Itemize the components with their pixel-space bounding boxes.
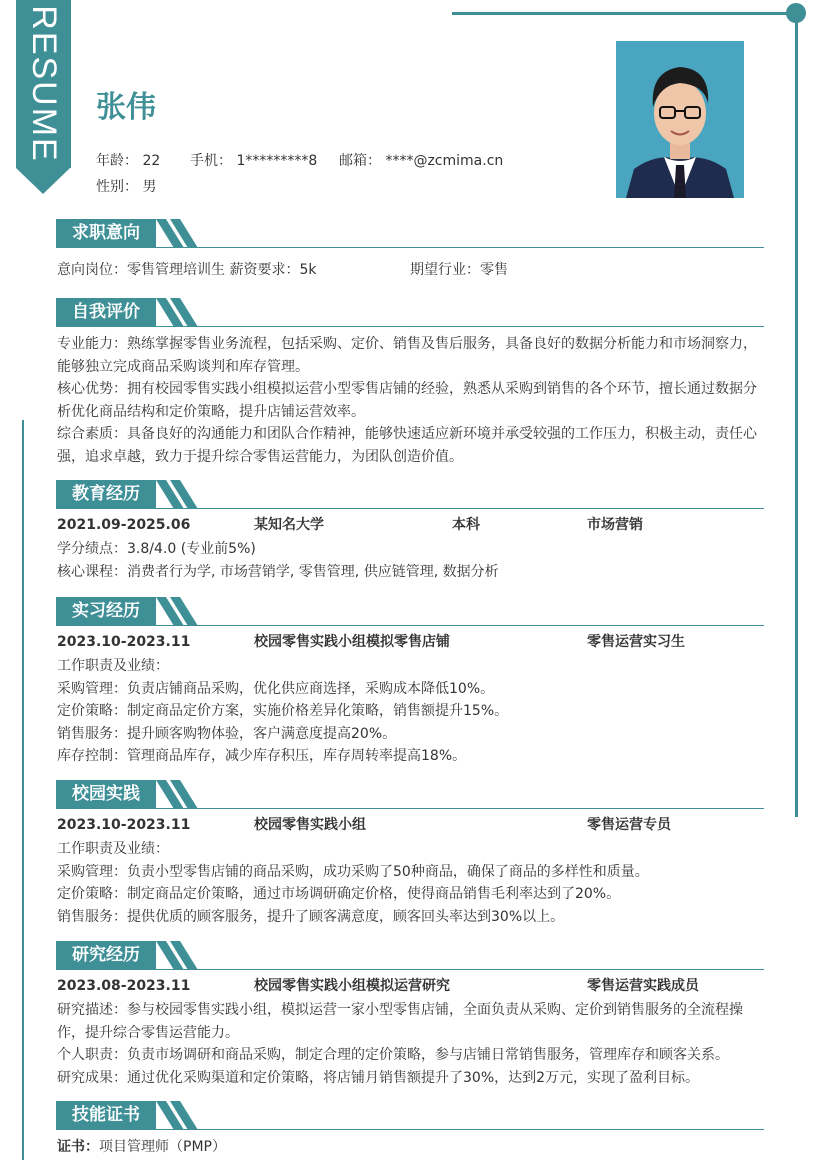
section-header-research bbox=[56, 941, 764, 971]
section-underline bbox=[56, 808, 764, 809]
internship-date: 2023.10-2023.11 bbox=[57, 634, 191, 650]
research-org: 校园零售实践小组模拟运营研究 bbox=[254, 978, 450, 994]
section-underline bbox=[56, 969, 764, 970]
text-line: 学分绩点：3.8/4.0 (专业前5%) bbox=[57, 541, 256, 557]
text-line: 研究成果：通过优化采购渠道和定价策略，将店铺月销售额提升了30%，达到2万元，实现了盈利目标。 bbox=[57, 1069, 700, 1086]
education-major: 市场营销 bbox=[587, 517, 643, 533]
internship-row bbox=[57, 631, 765, 653]
resume-banner-tip bbox=[16, 168, 70, 194]
phone-field bbox=[190, 151, 317, 171]
self-eval-text bbox=[57, 333, 765, 468]
intent-line-1: 意向岗位：零售管理培训生 薪资要求：5k bbox=[57, 262, 317, 278]
section-header-skills bbox=[56, 1101, 764, 1131]
section-underline bbox=[56, 247, 764, 248]
gender-value: 男 bbox=[142, 179, 157, 195]
research-row bbox=[57, 975, 765, 997]
section-header-education bbox=[56, 480, 764, 510]
text-line: 销售服务：提供优质的顾客服务，提升了顾客满意度，顾客回头率达到30%以上。 bbox=[57, 908, 565, 925]
text-line: 定价策略：制定商品定价方案，实施价格差异化策略，销售额提升15%。 bbox=[57, 703, 509, 719]
right-decor-line bbox=[795, 12, 798, 817]
section-underline bbox=[56, 625, 764, 626]
research-date: 2023.08-2023.11 bbox=[57, 978, 191, 994]
email-value: ****@zcmima.cn bbox=[385, 153, 504, 169]
text-line: 专业能力：熟练掌握零售业务流程，包括采购、定价、销售及售后服务，具备良好的数据分析能力和市场洞察力， bbox=[57, 336, 757, 352]
text-line: 采购管理：负责店铺商品采购，优化供应商选择，采购成本降低10%。 bbox=[57, 680, 495, 697]
text-line: 核心优势：拥有校园零售实践小组模拟运营小型零售店铺的经验，熟悉从采购到销售的各个环节，擅长通过数据分 bbox=[57, 381, 757, 397]
section-title: 求职意向 bbox=[72, 223, 140, 243]
phone-value: 1*********8 bbox=[236, 153, 318, 169]
stripe-decor-icon bbox=[156, 1101, 206, 1130]
education-school: 某知名大学 bbox=[254, 517, 324, 533]
stripe-decor-icon bbox=[156, 597, 206, 626]
text-line: 强，追求卓越，致力于提升综合零售运营能力，为团队创造价值。 bbox=[57, 448, 463, 465]
campus-details bbox=[57, 838, 765, 928]
text-line: 析优化商品结构和定价策略，提升店铺运营效率。 bbox=[57, 403, 365, 420]
phone-label: 手机： bbox=[190, 153, 232, 169]
campus-date: 2023.10-2023.11 bbox=[57, 817, 191, 833]
age-value: 22 bbox=[142, 153, 161, 169]
section-title: 研究经历 bbox=[72, 945, 140, 965]
stripe-decor-icon bbox=[156, 941, 206, 970]
text-line: 作，提升综合零售运营能力。 bbox=[57, 1024, 239, 1041]
intent-line-2: 期望行业：零售 bbox=[410, 262, 508, 278]
stripe-decor-icon bbox=[156, 780, 206, 809]
campus-role: 零售运营专员 bbox=[587, 817, 671, 833]
text-line: 核心课程：消费者行为学, 市场营销学, 零售管理, 供应链管理, 数据分析 bbox=[57, 563, 499, 580]
education-date: 2021.09-2025.06 bbox=[57, 517, 191, 533]
section-title: 自我评价 bbox=[72, 302, 140, 322]
resume-banner-text: RESUME bbox=[25, 5, 63, 163]
text-line: 个人职责：负责市场调研和商品采购，制定合理的定价策略，参与店铺日常销售服务，管理库存和顾客关系。 bbox=[57, 1047, 729, 1063]
skills-value: 项目管理师（PMP） bbox=[99, 1139, 226, 1155]
email-label: 邮箱： bbox=[339, 153, 381, 169]
internship-org: 校园零售实践小组模拟零售店铺 bbox=[254, 634, 450, 650]
section-title: 技能证书 bbox=[72, 1105, 140, 1125]
age-field bbox=[96, 151, 160, 171]
section-header-internship bbox=[56, 597, 764, 627]
text-line: 研究描述：参与校园零售实践小组，模拟运营一家小型零售店铺，全面负责从采购、定价到销售服务的全流程操 bbox=[57, 1002, 743, 1018]
email-field bbox=[339, 151, 503, 171]
text-line: 工作职责及业绩： bbox=[57, 658, 169, 674]
candidate-name: 张伟 bbox=[96, 90, 156, 125]
section-title: 实习经历 bbox=[72, 601, 140, 621]
section-underline bbox=[56, 1129, 764, 1130]
research-role: 零售运营实践成员 bbox=[587, 978, 699, 994]
section-underline bbox=[56, 326, 764, 327]
section-header-campus bbox=[56, 780, 764, 810]
education-row bbox=[57, 514, 765, 536]
text-line: 库存控制：管理商品库存，减少库存积压，库存周转率提高18%。 bbox=[57, 748, 467, 764]
campus-row bbox=[57, 814, 765, 836]
internship-details bbox=[57, 655, 765, 768]
research-details bbox=[57, 999, 765, 1089]
stripe-decor-icon bbox=[156, 480, 206, 509]
section-title: 校园实践 bbox=[72, 784, 140, 804]
left-decor-line bbox=[22, 420, 24, 1160]
section-header-self-eval bbox=[56, 298, 764, 328]
campus-org: 校园零售实践小组 bbox=[254, 817, 366, 833]
text-line: 采购管理：负责小型零售店铺的商品采购，成功采购了50种商品，确保了商品的多样性和质量。 bbox=[57, 863, 649, 880]
gender-label: 性别： bbox=[96, 179, 138, 195]
section-header-intent bbox=[56, 219, 764, 249]
text-line: 工作职责及业绩： bbox=[57, 841, 169, 857]
top-decor-line bbox=[452, 12, 797, 15]
text-line: 定价策略：制定商品定价策略，通过市场调研确定价格，使得商品销售毛利率达到了20%。 bbox=[57, 886, 621, 902]
text-line: 销售服务：提升顾客购物体验，客户满意度提高20%。 bbox=[57, 725, 397, 742]
stripe-decor-icon bbox=[156, 219, 206, 248]
section-underline bbox=[56, 508, 764, 509]
profile-photo bbox=[616, 41, 744, 198]
gender-field bbox=[96, 177, 156, 197]
education-degree: 本科 bbox=[452, 517, 480, 533]
section-title: 教育经历 bbox=[72, 484, 140, 504]
education-details bbox=[57, 538, 765, 583]
skills-label: 证书： bbox=[57, 1139, 99, 1155]
skills-line bbox=[57, 1136, 765, 1159]
stripe-decor-icon bbox=[156, 298, 206, 327]
age-label: 年龄： bbox=[96, 153, 138, 169]
internship-role: 零售运营实习生 bbox=[587, 634, 685, 650]
text-line: 能够独立完成商品采购谈判和库存管理。 bbox=[57, 358, 309, 375]
text-line: 综合素质：具备良好的沟通能力和团队合作精神，能够快速适应新环境并承受较强的工作压力，积极主动，责任心 bbox=[57, 426, 757, 442]
